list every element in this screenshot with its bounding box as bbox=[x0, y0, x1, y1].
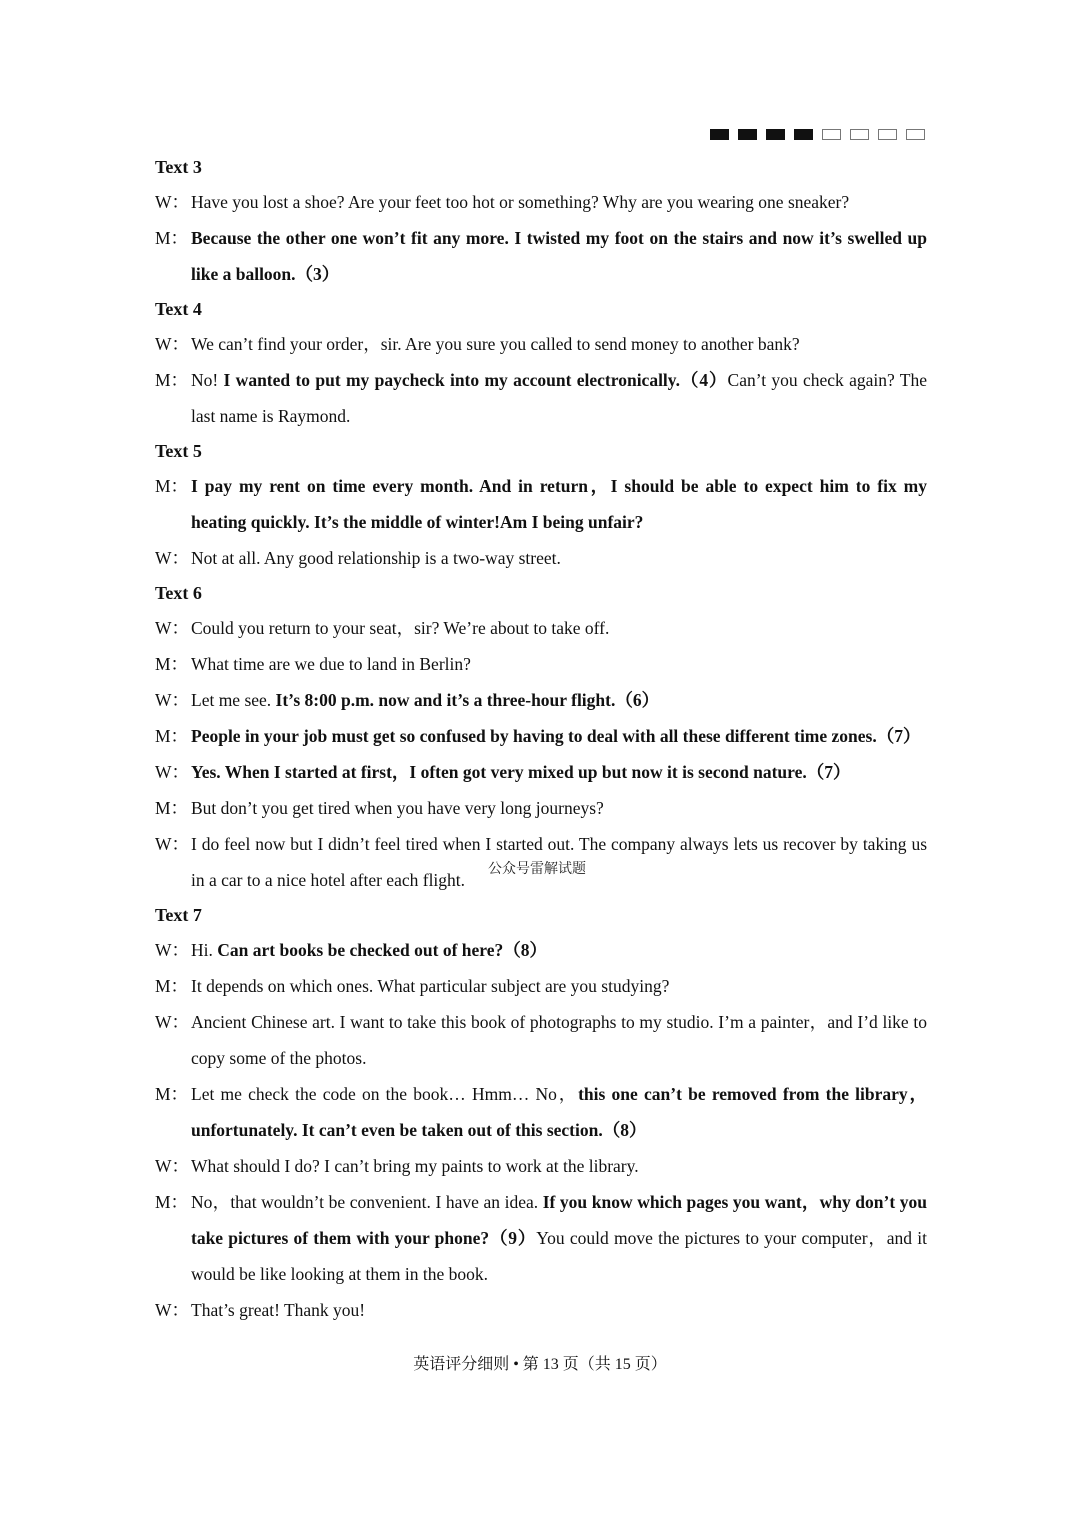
dialogue-line bbox=[155, 968, 927, 1004]
dialogue-text: Could you return to your seat，sir? We’re about to take off. bbox=[191, 618, 610, 638]
answer-key-text: Yes. When I started at first，I often got very mixed up but now it is second nature.（7） bbox=[191, 762, 851, 782]
answer-key-text: this one can’t be removed from the library，unfortunately. It can’t even be taken out of this section.（8） bbox=[191, 1084, 927, 1140]
dialogue-line bbox=[155, 540, 927, 576]
speaker-label: M： bbox=[155, 228, 189, 248]
answer-key-text: People in your job must get so confused by having to deal with all these different time zones.（7） bbox=[191, 726, 921, 746]
dialogue-text: Let me check the code on the book… Hmm… No， bbox=[191, 1084, 579, 1104]
utterance bbox=[191, 1004, 927, 1076]
dialogue-line bbox=[155, 754, 927, 790]
dialogue-line bbox=[155, 468, 927, 540]
speaker-label: W： bbox=[155, 548, 190, 568]
utterance bbox=[191, 468, 927, 540]
dialogue-text: We can’t find your order，sir. Are you sure you called to send money to another bank? bbox=[191, 334, 800, 354]
transcript-body bbox=[155, 150, 927, 1328]
speaker-label: M： bbox=[155, 726, 189, 746]
utterance bbox=[191, 610, 927, 646]
dialogue-line bbox=[155, 718, 927, 754]
speaker-label: M： bbox=[155, 976, 189, 996]
dialogue-text: No，that wouldn’t be convenient. I have an idea. bbox=[191, 1192, 543, 1212]
utterance bbox=[191, 1076, 927, 1148]
utterance bbox=[191, 326, 927, 362]
dialogue-text: What should I do? I can’t bring my paints to work at the library. bbox=[191, 1156, 639, 1176]
progress-box-empty bbox=[878, 129, 897, 140]
dialogue-line bbox=[155, 326, 927, 362]
progress-box-filled bbox=[738, 129, 757, 140]
dialogue-line bbox=[155, 1004, 927, 1076]
dialogue-line bbox=[155, 1292, 927, 1328]
dialogue-line bbox=[155, 790, 927, 826]
answer-key-text: I wanted to put my paycheck into my account electronically.（4） bbox=[223, 370, 728, 390]
dialogue-line bbox=[155, 1148, 927, 1184]
speaker-label: W： bbox=[155, 940, 190, 960]
progress-box-empty bbox=[850, 129, 869, 140]
answer-key-text: Can art books be checked out of here?（8） bbox=[217, 940, 547, 960]
page-progress-indicator bbox=[710, 129, 925, 140]
speaker-label: W： bbox=[155, 1012, 190, 1032]
speaker-label: W： bbox=[155, 690, 190, 710]
speaker-label: W： bbox=[155, 618, 190, 638]
dialogue-text: Hi. bbox=[191, 940, 218, 960]
speaker-label: M： bbox=[155, 798, 189, 818]
utterance bbox=[191, 540, 927, 576]
speaker-label: M： bbox=[155, 476, 189, 496]
utterance bbox=[191, 754, 927, 790]
dialogue-line bbox=[155, 610, 927, 646]
utterance bbox=[191, 932, 927, 968]
progress-box-empty bbox=[906, 129, 925, 140]
utterance bbox=[191, 1148, 927, 1184]
progress-box-empty bbox=[822, 129, 841, 140]
progress-box-filled bbox=[766, 129, 785, 140]
section-heading: Text 3 bbox=[155, 157, 202, 177]
dialogue-text: Not at all. Any good relationship is a two-way street. bbox=[191, 548, 561, 568]
utterance bbox=[191, 790, 927, 826]
speaker-label: W： bbox=[155, 192, 190, 212]
answer-key-text: It’s 8:00 p.m. now and it’s a three-hour flight.（6） bbox=[275, 690, 660, 710]
speaker-label: W： bbox=[155, 834, 190, 854]
dialogue-line bbox=[155, 932, 927, 968]
answer-key-text: I pay my rent on time every month. And in return，I should be able to expect him to fix my heating quickly. It’s the middle of winter!Am I being unfair? bbox=[191, 476, 927, 532]
progress-box-filled bbox=[710, 129, 729, 140]
answer-key-text: Because the other one won’t fit any more. I twisted my foot on the stairs and now it’s swelled up like a balloon.（3） bbox=[191, 228, 927, 284]
dialogue-line bbox=[155, 1076, 927, 1148]
utterance bbox=[191, 718, 927, 754]
dialogue-text: You could move the pictures to your computer，and it would be like looking at them in the book. bbox=[191, 1228, 927, 1284]
dialogue-line bbox=[155, 220, 927, 292]
section-heading: Text 7 bbox=[155, 905, 202, 925]
speaker-label: M： bbox=[155, 1192, 189, 1212]
speaker-label: W： bbox=[155, 1300, 190, 1320]
dialogue-line bbox=[155, 1184, 927, 1292]
utterance bbox=[191, 968, 927, 1004]
dialogue-text: Have you lost a shoe? Are your feet too hot or something? Why are you wearing one sneaker? bbox=[191, 192, 850, 212]
dialogue-text: Ancient Chinese art. I want to take this book of photographs to my studio. I’m a painter，and I’d like to copy some of the photos. bbox=[191, 1012, 927, 1068]
dialogue-text: What time are we due to land in Berlin? bbox=[191, 654, 471, 674]
watermark-text: 公众号雷解试题 bbox=[488, 861, 586, 877]
section-heading: Text 6 bbox=[155, 583, 202, 603]
utterance bbox=[191, 362, 927, 434]
dialogue-line bbox=[155, 646, 927, 682]
dialogue-line bbox=[155, 184, 927, 220]
section-heading: Text 5 bbox=[155, 441, 202, 461]
utterance bbox=[191, 1292, 927, 1328]
utterance bbox=[191, 184, 927, 220]
progress-box-filled bbox=[794, 129, 813, 140]
answer-key-text: If you know which pages you want，why don’t you take pictures of them with your phone?（9） bbox=[191, 1192, 927, 1248]
dialogue-line bbox=[155, 682, 927, 718]
speaker-label: W： bbox=[155, 1156, 190, 1176]
dialogue-text: It depends on which ones. What particular subject are you studying? bbox=[191, 976, 670, 996]
utterance bbox=[191, 1184, 927, 1292]
dialogue-line bbox=[155, 362, 927, 434]
speaker-label: M： bbox=[155, 370, 189, 390]
dialogue-text: Can’t you check again? The last name is Raymond. bbox=[191, 370, 927, 426]
utterance bbox=[191, 646, 927, 682]
speaker-label: W： bbox=[155, 762, 190, 782]
dialogue-text: Let me see. bbox=[191, 690, 276, 710]
speaker-label: M： bbox=[155, 654, 189, 674]
utterance bbox=[191, 682, 927, 718]
section-heading: Text 4 bbox=[155, 299, 202, 319]
page-footer: 英语评分细则 • 第 13 页（共 15 页） bbox=[413, 1356, 667, 1373]
utterance bbox=[191, 220, 927, 292]
dialogue-text: I do feel now but I didn’t feel tired when I started out. The company always lets us recover by taking us in a car to a nice hotel after each flight. bbox=[191, 834, 927, 890]
dialogue-text: That’s great! Thank you! bbox=[191, 1300, 366, 1320]
speaker-label: W： bbox=[155, 334, 190, 354]
dialogue-text: But don’t you get tired when you have very long journeys? bbox=[191, 798, 604, 818]
speaker-label: M： bbox=[155, 1084, 189, 1104]
dialogue-text: No! bbox=[191, 370, 224, 390]
